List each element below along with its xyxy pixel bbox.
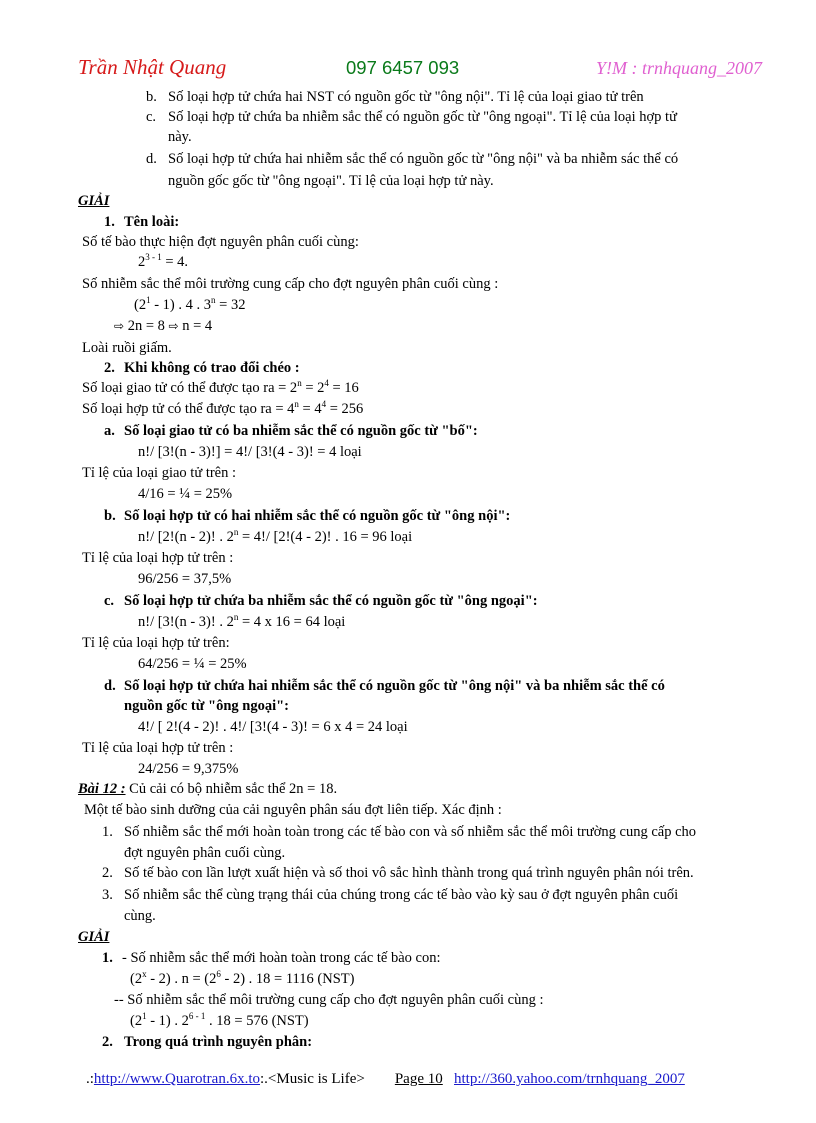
section-species: Tên loài: (124, 214, 180, 230)
formula: n!/ [3!(n - 3)! . $2^n = 4$ x 16 = 64 loại (138, 612, 346, 630)
author-name: Trần Nhật Quang (78, 55, 227, 79)
answer-1: - Số nhiễm sắc thể mới hoàn toàn trong các tế bào con: (122, 950, 441, 966)
list-marker: 1. (102, 824, 113, 840)
list-marker: b. (146, 89, 157, 105)
page-footer (86, 1071, 685, 1088)
formula: 64/256 = ¼ = 25% (138, 656, 247, 672)
task-3: Số nhiễm sắc thể cùng trạng thái của chúng trong các tế bào vào kỳ sau ở đợt nguyên phân cuối (124, 887, 679, 903)
formula: 96/256 = 37,5% (138, 571, 232, 587)
phone-number: 097 6457 093 (346, 57, 460, 78)
question-c: Số loại hợp tử chứa ba nhiễm sắc thể có nguồn gốc từ "ông ngoại". Tỉ lệ của loại hợp tử (168, 109, 677, 125)
task-1: Số nhiễm sắc thể mới hoàn toàn trong các tế bào con và số nhiễm sắc thể môi trường cung cấp cho (124, 824, 697, 840)
sub-heading-d: Số loại hợp tử chứa hai nhiễm sắc thể có nguồn gốc từ "ông nội" và ba nhiễm sắc thể có (124, 678, 665, 694)
list-marker: c. (104, 593, 115, 609)
answer-1-sub: -- Số nhiễm sắc thể môi trường cung cấp cho đợt nguyên phân cuối cùng : (114, 992, 544, 1008)
list-marker: 1. (104, 214, 115, 230)
text-line: Số tế bào thực hiện đợt nguyên phân cuối cùng: (82, 234, 359, 250)
list-marker: 2. (102, 1034, 113, 1050)
footer-tagline: :.<Music is Life> (260, 1071, 365, 1087)
footer-site-link[interactable]: http://www.Quarotran.6x.to (93, 1071, 261, 1087)
formula: n!/ [2!(n - 2)! . $2^n = 4!/$ [2!(4 - 2)! . 16 = 96 loại (138, 527, 413, 545)
question-b: Số loại hợp tử chứa hai NST có nguồn gốc từ "ông nội". Tỉ lệ của loại giao tử trên (168, 89, 644, 105)
question-d: Số loại hợp tử chứa hai nhiễm sắc thể có nguồn gốc từ "ông nội" và ba nhiễm sác thể có (168, 151, 679, 167)
question-d-cont: nguồn gốc gốc từ "ông ngoại". Tỉ lệ của loại hợp tử này. (168, 173, 494, 189)
list-marker: 1. (102, 950, 113, 966)
text-line: Số nhiễm sắc thể môi trường cung cấp cho đợt nguyên phân cuối cùng : (82, 276, 499, 292)
formula: 24/256 = 9,375% (138, 761, 239, 777)
text-line: Tỉ lệ của loại hợp tử trên: (82, 635, 230, 651)
text-line: Tỉ lệ của loại hợp tử trên : (82, 740, 234, 756)
sub-heading-a: Số loại giao tử có ba nhiễm sắc thể có nguồn gốc từ "bố": (124, 423, 478, 439)
list-marker: a. (104, 423, 115, 439)
section-no-crossover: Khi không có trao đổi chéo : (124, 360, 300, 376)
list-marker: c. (146, 109, 157, 125)
answer-2-heading: Trong quá trình nguyên phân: (124, 1034, 313, 1050)
formula: $(2^1 - 1)$ . 4 . $3^n = 32$ (134, 295, 246, 313)
arrow-icon: ⇨ (168, 319, 179, 333)
text-line: Loài ruồi giấm. (82, 340, 172, 356)
formula: (2$^x$ - 2) . $n = (2^6 - 2)$ . 18 = 1116 (NST) (130, 969, 355, 987)
task-2: Số tế bào con lần lượt xuất hiện và số thoi vô sắc hình thành trong quá trình nguyên phân nói trên. (124, 865, 694, 881)
solution-heading: GIẢI (78, 193, 110, 209)
list-marker: 3. (102, 887, 113, 903)
list-marker: d. (104, 678, 116, 694)
text-line: Tỉ lệ của loại giao tử trên : (82, 465, 237, 481)
arrow-icon: ⇨ (114, 319, 125, 333)
formula: ⇨ 2n = 8 ⇨ n = 4 (114, 318, 213, 334)
formula: n!/ [3!(n - 3)!] = 4!/ [3!(4 - 3)! = 4 loại (138, 444, 362, 460)
text-line: Số loại giao tử có thể được tạo ra = $2^n = 2^4 = 16$ (82, 378, 359, 396)
formula: $(2^1 - 1)$ . 2$^{6 - 1}$ . 18 = 576 (NST) (130, 1011, 309, 1029)
footer-yahoo-link[interactable]: http://360.yahoo.com/trnhquang_2007 (454, 1071, 685, 1087)
exercise-title: Bài 12 : Củ cải có bộ nhiễm sắc thể 2n = 18. (78, 781, 338, 797)
list-marker: b. (104, 508, 116, 524)
solution-heading: GIẢI (78, 929, 110, 945)
footer-prefix: .: (86, 1071, 94, 1087)
text-line: Một tế bào sinh dưỡng của cải nguyên phân sáu đợt liên tiếp. Xác định : (84, 802, 502, 818)
question-c-cont: này. (168, 129, 192, 145)
page-number: Page 10 (394, 1071, 443, 1087)
formula: 4/16 = ¼ = 25% (138, 486, 233, 502)
sub-heading-d-cont: nguồn gốc từ "ông ngoại": (124, 698, 289, 714)
yahoo-messenger-id: Y!M : trnhquang_2007 (596, 58, 762, 78)
sub-heading-b: Số loại hợp tử có hai nhiễm sắc thể có nguồn gốc từ "ông nội": (124, 508, 511, 524)
formula: $2^{3 - 1} = 4$. (138, 252, 189, 270)
sub-heading-c: Số loại hợp tử chứa ba nhiễm sắc thể có nguồn gốc từ "ông ngoại": (124, 593, 538, 609)
list-marker: d. (146, 151, 157, 167)
text-line: Tỉ lệ của loại hợp tử trên : (82, 550, 234, 566)
formula: 4!/ [ 2!(4 - 2)! . 4!/ [3!(4 - 3)! = 6 x 4 = 24 loại (138, 719, 408, 735)
list-marker: 2. (104, 360, 115, 376)
task-1-cont: đợt nguyên phân cuối cùng. (124, 845, 286, 861)
text-line: Số loại hợp tử có thể được tạo ra = $4^n = 4^4 = 256$ (82, 399, 364, 417)
list-marker: 2. (102, 865, 113, 881)
task-3-cont: cùng. (124, 908, 156, 924)
